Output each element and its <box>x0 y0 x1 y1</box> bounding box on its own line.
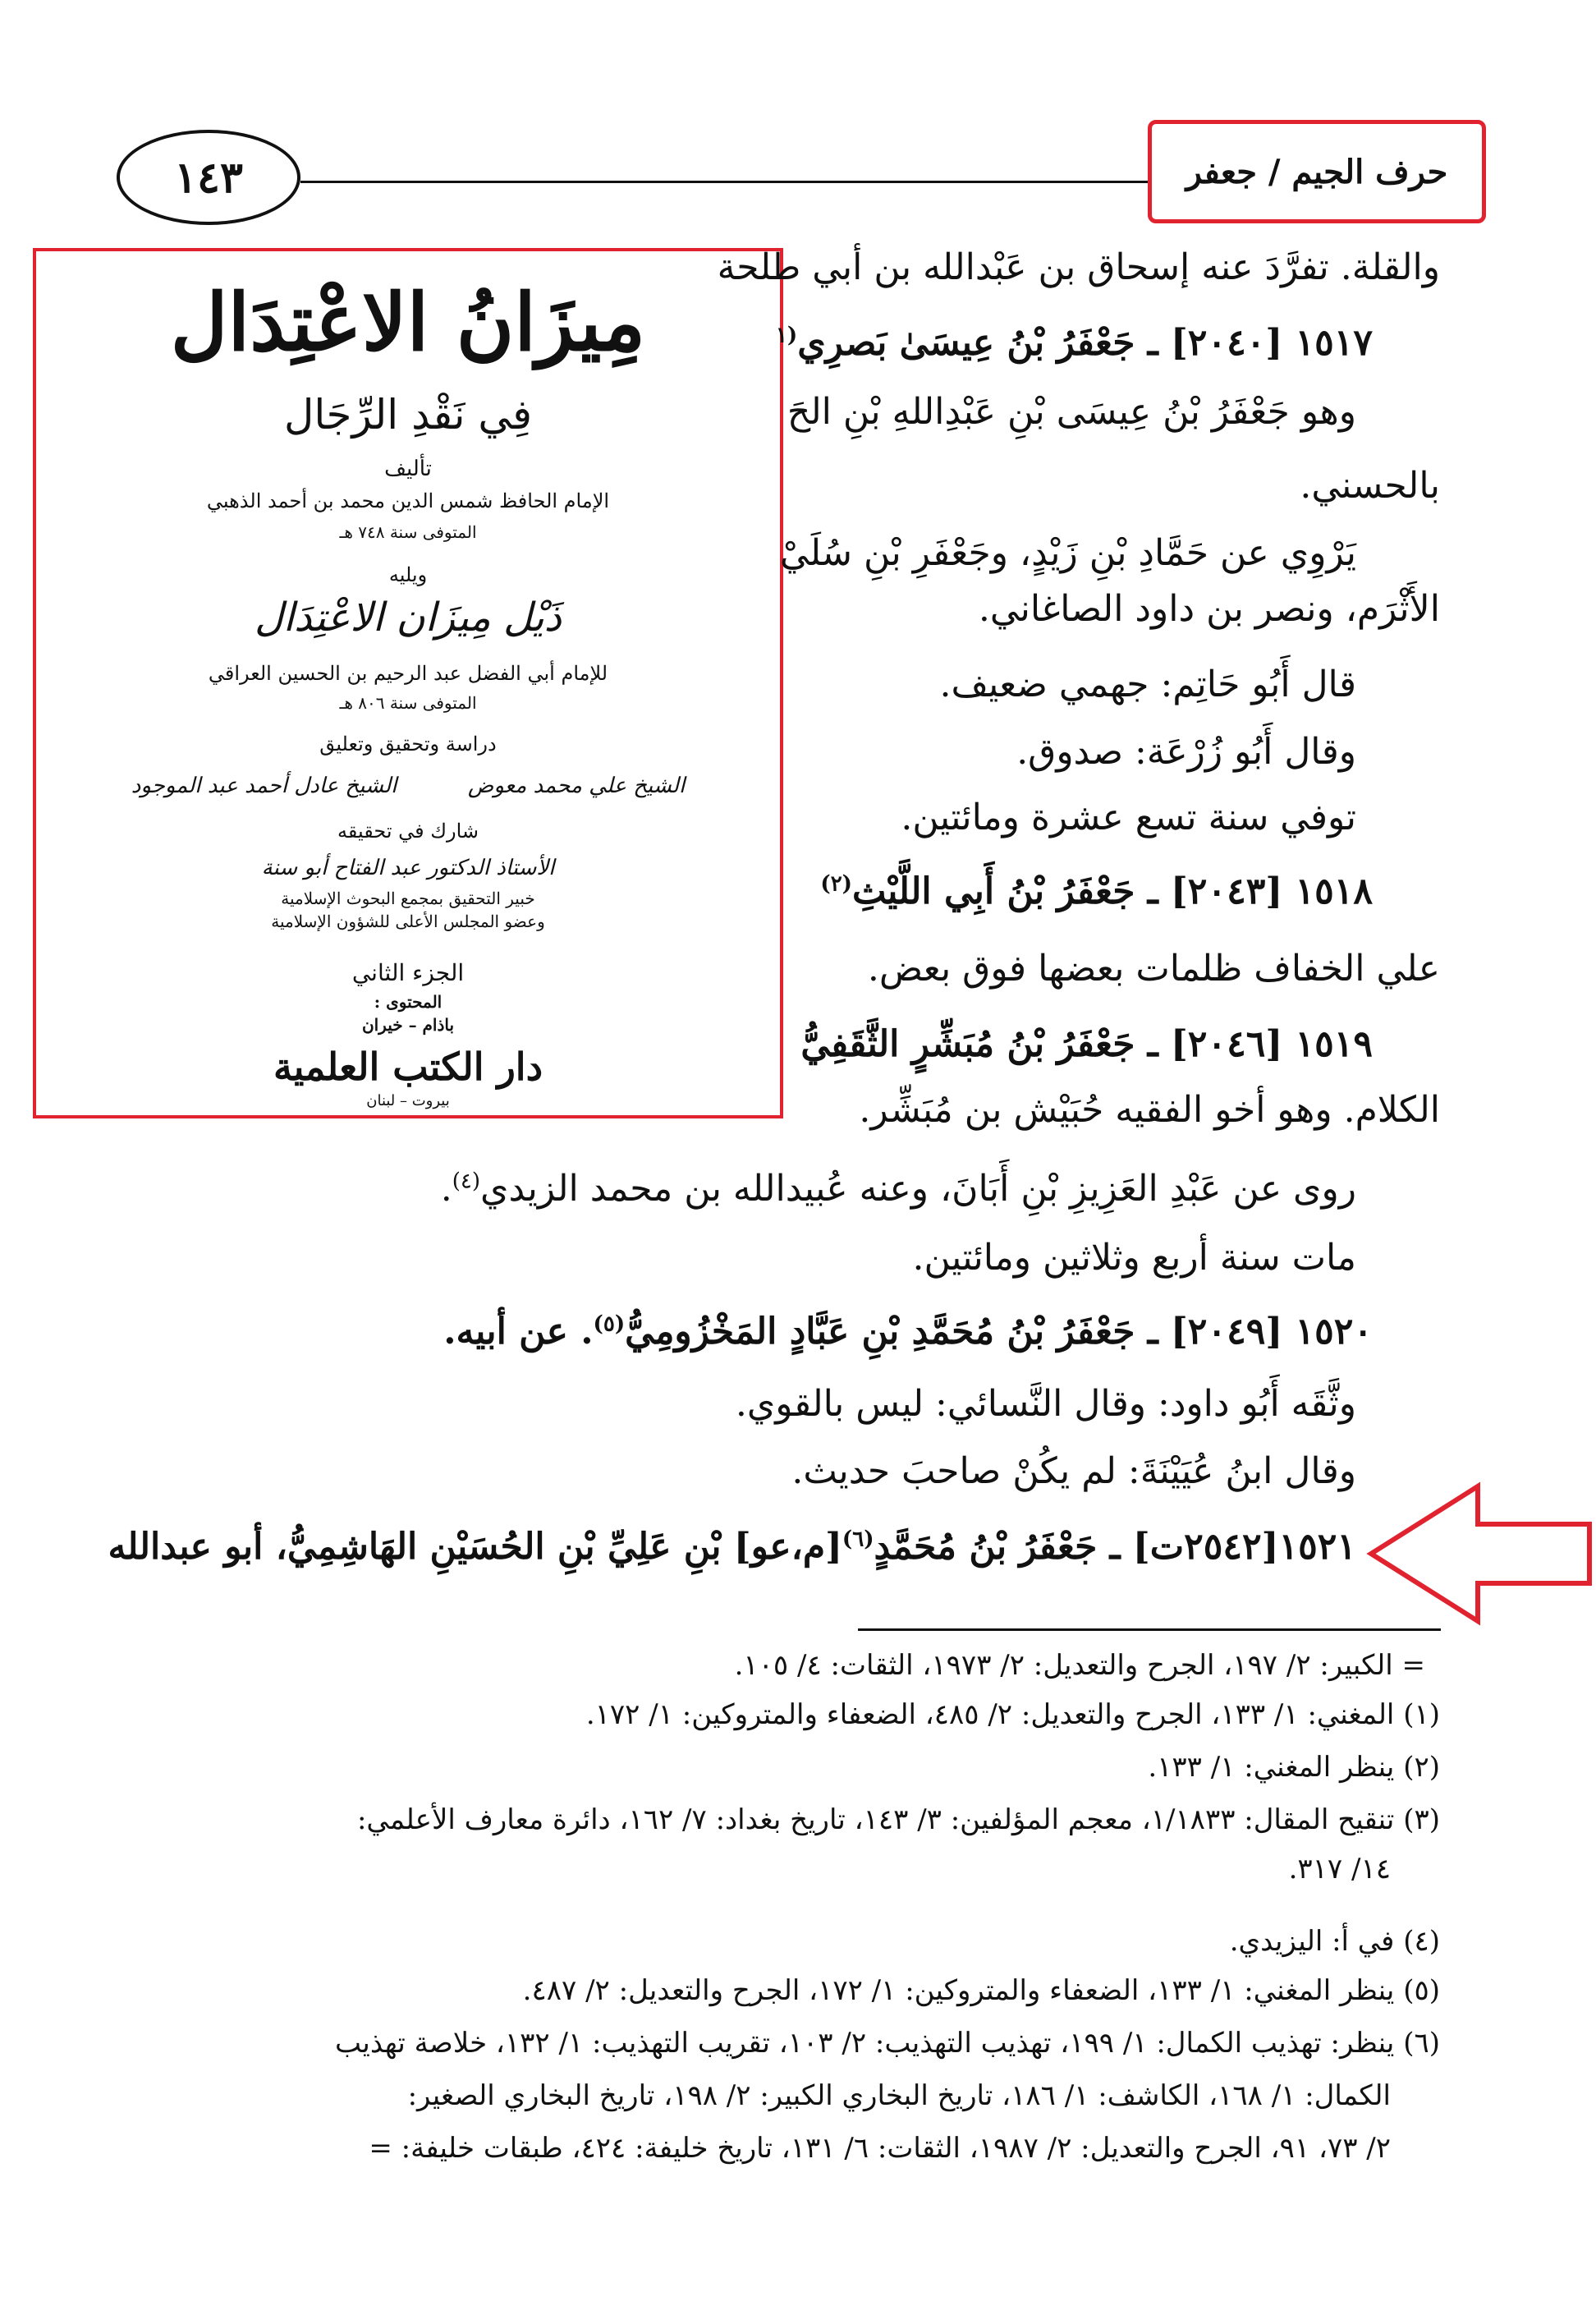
footnote-continuation: = الكبير: ٢/ ١٩٧، الجرح والتعديل: ٢/ ١٩٧٣، الثقات: ٤/ ١٠٥. <box>734 1649 1425 1682</box>
cover-participant-role-2: وعضو المجلس الأعلى للشؤون الإسلامية <box>271 912 545 931</box>
body-line: بالحسني. <box>1300 465 1440 507</box>
body-line-end: . <box>440 1168 452 1210</box>
cover-appendix-title: ذَيْل مِيزَان الاعْتِدَال <box>254 595 562 641</box>
entry-heading-text: ١٥١٨ [٢٠٤٣] ـ جَعْفَرُ بْنُ أَبِي اللَّيْثِ <box>851 870 1373 912</box>
footnote-rule <box>858 1628 1441 1631</box>
body-line <box>441 1168 1356 1211</box>
body-line: وثَّقَه أَبُو داود: وقال النَّسائي: ليس بالقوي. <box>735 1383 1356 1425</box>
footnote-6-cont: الكمال: ١/ ١٦٨، الكاشف: ١/ ١٨٦، تاريخ البخاري الكبير: ٢/ ١٩٨، تاريخ البخاري الصغير: <box>407 2079 1391 2112</box>
cover-publisher-city: بيروت – لبنان <box>366 1092 450 1109</box>
cover-editor-2: الشيخ عادل أحمد عبد الموجود <box>131 774 397 798</box>
entry-heading-text: ١٥٢١[٢٥٤٢ت] ـ جَعْفَرُ بْنُ مُحَمَّدٍ <box>874 1526 1356 1568</box>
cover-title: مِيزَانُ الاعْتِدَال <box>170 276 646 369</box>
footnote-ref: (٤) <box>452 1169 481 1194</box>
body-line: وقال أَبُو زُرْعَة: صدوق. <box>1016 731 1356 773</box>
footnote-4: (٤) في أ: اليزيدي. <box>1229 1925 1440 1958</box>
cover-participated: شارك في تحقيقه <box>337 820 479 843</box>
cover-author: الإمام الحافظ شمس الدين محمد بن أحمد الذهبي <box>206 489 610 512</box>
footnote-1: (١) المغني: ١/ ١٣٣، الجرح والتعديل: ٢/ ٤٨٥، الضعفاء والمتروكين: ١/ ١٧٢. <box>585 1698 1440 1731</box>
footnote-5: (٥) ينظر المغني: ١/ ١٣٣، الضعفاء والمتروكين: ١/ ١٧٢، الجرح والتعديل: ٢/ ٤٨٧. <box>522 1974 1440 2007</box>
entry-heading-text: ١٥٢٠ [٢٠٤٩] ـ جَعْفَرُ بْنُ مُحَمَّدِ بْنِ عَبَّادٍ المَخْزُومِيُّ <box>625 1311 1373 1353</box>
book-cover-image <box>33 248 783 1118</box>
entry-heading-1521 <box>108 1526 1356 1569</box>
footnote-ref: (٦) <box>842 1527 874 1552</box>
entry-heading-text: ١٥١٧ [٢٠٤٠] ـ جَعْفَرُ بْنُ عِيسَىٰ بَصرِي <box>797 322 1373 364</box>
cover-participant-role-1: خبير التحقيق بمجمع البحوث الإسلامية <box>281 889 535 908</box>
body-line: قال أَبُو حَاتِم: جهمي ضعيف. <box>939 664 1356 705</box>
cover-appendix-author: للإمام أبي الفضل عبد الرحيم بن الحسين العراقي <box>208 662 608 685</box>
body-line: والقلة. تفرَّدَ عنه إسحاق بن عَبْدالله بن أبي طلحة <box>717 246 1440 288</box>
cover-author-death: المتوفى سنة ٧٤٨ هـ <box>339 522 477 542</box>
entry-heading-1519: ١٥١٩ [٢٠٤٦] ـ جَعْفَرُ بْنُ مُبَشِّرٍ الثَّقَفِيُّ <box>800 1023 1373 1065</box>
body-line-text: روى عن عَبْدِ العَزِيزِ بْنِ أَبَانَ، وعنه عُبيدالله بن محمد الزيدي <box>480 1168 1356 1210</box>
red-arrow-icon <box>1363 1478 1596 1629</box>
body-line: علي الخفاف ظلمات بعضها فوق بعض. <box>867 948 1440 990</box>
entry-heading-1520 <box>443 1311 1373 1354</box>
cover-publisher: دار الكتب العلمية <box>273 1045 543 1089</box>
cover-study: دراسة وتحقيق وتعليق <box>319 733 497 756</box>
entry-heading-1517 <box>776 322 1373 365</box>
footnote-3: (٣) تنقيح المقال: ١/١٨٣٣، معجم المؤلفين: ٣/ ١٤٣، تاريخ بغداد: ٧/ ١٦٢، دائرة معارف الأعلمي: <box>356 1803 1440 1836</box>
cover-editor-1: الشيخ علي محمد معوض <box>467 774 686 798</box>
running-head: حرف الجيم / جعفر <box>1148 120 1486 223</box>
footnote-2: (٢) ينظر المغني: ١/ ١٣٣. <box>1148 1751 1440 1784</box>
cover-volume: الجزء الثاني <box>351 959 465 986</box>
footnote-6-cont-2: ٢/ ٧٣، ٩١، الجرح والتعديل: ٢/ ١٩٨٧، الثقات: ٦/ ١٣١، تاريخ خليفة: ٤٢٤، طبقات خليفة: = <box>369 2132 1391 2165</box>
footnote-ref: (٢) <box>820 871 852 897</box>
footnote-3-cont: ١٤/ ٣١٧. <box>1288 1853 1391 1885</box>
body-line: الكلام. وهو أخو الفقيه حُبَيْش بن مُبَشِّر. <box>859 1089 1440 1131</box>
cover-contents-range: باذام – خيران <box>361 1015 455 1035</box>
body-line: يَرْوِي عن حَمَّادِ بْنِ زَيْدٍ، وجَعْفَرِ بْنِ سُلَيْ <box>779 532 1356 574</box>
footnote-6: (٦) ينظر: تهذيب الكمال: ١/ ١٩٩، تهذيب التهذيب: ٢/ ١٠٣، تقريب التهذيب: ١/ ١٣٢، خلاصة تهذيب <box>335 2027 1440 2060</box>
body-line: وقال ابنُ عُيَيْنَةَ: لم يكُنْ صاحبَ حديث. <box>791 1450 1356 1492</box>
body-line: مات سنة أربع وثلاثين ومائتين. <box>912 1237 1356 1279</box>
cover-subtitle: فِي نَقْدِ الرِّجَال <box>283 391 532 439</box>
entry-heading-1518 <box>820 870 1373 914</box>
footnote-ref: (١ <box>775 323 798 348</box>
body-line: الأَثْرَم، ونصر بن داود الصاغاني. <box>978 588 1440 630</box>
cover-authorship: تأليف <box>384 457 432 481</box>
header-rule <box>300 181 1148 183</box>
cover-editors <box>36 774 780 798</box>
cover-appendix-death: المتوفى سنة ٨٠٦ هـ <box>339 693 477 713</box>
body-line: وهو جَعْفَرُ بْنُ عِيسَى بْنِ عَبْدِاللهِ بْنِ الحَ <box>787 391 1356 433</box>
cover-and-appended: ويليه <box>388 563 428 586</box>
page-number: ١٤٣ <box>117 130 300 225</box>
cover-contents-label: المحتوى : <box>374 992 443 1012</box>
footnote-ref: (٥) <box>593 1311 626 1337</box>
cover-participant: الأستاذ الدكتور عبد الفتاح أبو سنة <box>261 856 555 880</box>
entry-heading-end: [م،عو] بْنِ عَلِيِّ بْنِ الحُسَيْنِ الهَاشِمِيُّ، أبو عبدالله <box>108 1526 842 1568</box>
entry-heading-end: . عن أبيه. <box>443 1311 594 1353</box>
body-line: توفي سنة تسع عشرة ومائتين. <box>901 797 1356 838</box>
